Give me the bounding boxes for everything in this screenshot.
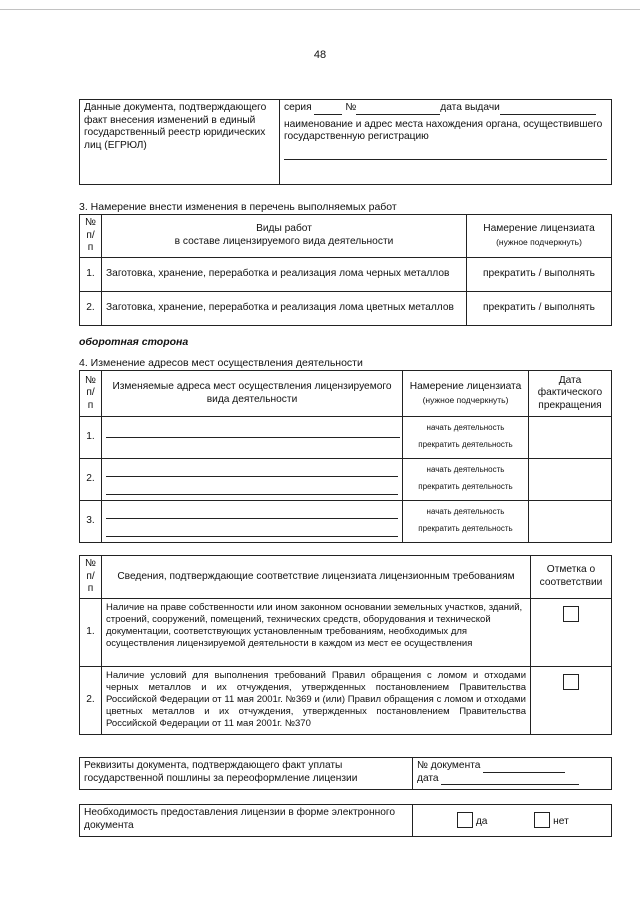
compliance-header-num: № п/п bbox=[80, 556, 102, 599]
issue-date-label: дата выдачи bbox=[440, 102, 500, 113]
compliance-checkbox[interactable] bbox=[563, 606, 579, 622]
date-field[interactable] bbox=[529, 459, 612, 501]
seria-field[interactable] bbox=[314, 103, 342, 115]
row-number: 1. bbox=[80, 598, 102, 666]
table-row bbox=[80, 598, 612, 666]
compliance-checkbox[interactable] bbox=[563, 674, 579, 690]
doc-number-field[interactable] bbox=[483, 761, 565, 773]
table-row bbox=[80, 501, 612, 543]
row-number: 2. bbox=[80, 459, 102, 501]
start-option[interactable]: начать деятельность bbox=[426, 465, 505, 474]
stop-option[interactable]: прекратить деятельность bbox=[418, 482, 513, 491]
row-number: 1. bbox=[80, 257, 102, 291]
electronic-description: Необходимость предоставления лицензии в форме электронного документа bbox=[80, 805, 413, 837]
page-number: 48 bbox=[313, 49, 327, 61]
addr-header-date: Дата фактического прекращения bbox=[529, 371, 612, 417]
fee-date-label: дата bbox=[417, 772, 439, 784]
requirement-text: Наличие условий для выполнения требований Правил обращения с ломом и отходами черных металлов и их отчуждения, утвержденных постановлением Правительства Российской Федерации от 11 мая 2001г. №369 и (или) Правил обращения с ломом и отходами цветных металлов и их отчуждения, утвержденных постановлением Правительства Российской Федерации от 11 мая 2001г. №370 bbox=[102, 666, 531, 734]
electronic-table bbox=[79, 804, 612, 837]
start-option[interactable]: начать деятельность bbox=[426, 507, 505, 516]
authority-field[interactable] bbox=[284, 150, 607, 160]
work-type: Заготовка, хранение, переработка и реализация лома черных металлов bbox=[102, 257, 467, 291]
address-field[interactable] bbox=[102, 417, 403, 459]
stop-option[interactable]: прекратить деятельность bbox=[418, 524, 513, 533]
electronic-options bbox=[413, 805, 612, 837]
works-header-title: Виды работ bbox=[256, 223, 312, 235]
section4-title: 4. Изменение адресов мест осуществления деятельности bbox=[79, 357, 363, 369]
address-field[interactable] bbox=[102, 459, 403, 501]
address-intent[interactable] bbox=[403, 501, 529, 543]
compliance-mark-cell bbox=[531, 666, 612, 734]
fee-date-field[interactable] bbox=[441, 773, 579, 785]
address-intent[interactable] bbox=[403, 459, 529, 501]
works-header-works bbox=[102, 215, 467, 258]
row-number: 2. bbox=[80, 291, 102, 325]
authority-label: наименование и адрес места нахождения органа, осуществившего государственную регистрацию bbox=[284, 118, 603, 142]
table-row bbox=[80, 417, 612, 459]
works-table bbox=[79, 214, 612, 326]
intent-choice[interactable]: прекратить / выполнять bbox=[467, 257, 612, 291]
addr-header-num: № п/п bbox=[80, 371, 102, 417]
row-number: 2. bbox=[80, 666, 102, 734]
addr-header-intent bbox=[403, 371, 529, 417]
works-header-num: № п/п bbox=[80, 215, 102, 258]
doc-number-label: № документа bbox=[417, 760, 481, 771]
date-field[interactable] bbox=[529, 501, 612, 543]
date-field[interactable] bbox=[529, 417, 612, 459]
seria-label: серия bbox=[284, 102, 312, 113]
row-number: 3. bbox=[80, 501, 102, 543]
work-type: Заготовка, хранение, переработка и реализация лома цветных металлов bbox=[102, 291, 467, 325]
table-row bbox=[80, 291, 612, 325]
table-row bbox=[80, 459, 612, 501]
works-intent-title: Намерение лицензиата bbox=[483, 223, 595, 235]
yes-label: да bbox=[475, 816, 488, 828]
addr-intent-title: Намерение лицензиата bbox=[409, 381, 522, 392]
reverse-side-label: оборотная сторона bbox=[79, 336, 189, 348]
addr-intent-sub: (нужное подчеркнуть) bbox=[422, 394, 509, 405]
no-label: нет bbox=[553, 816, 569, 828]
egrul-table bbox=[79, 99, 612, 185]
fee-fields bbox=[413, 758, 612, 790]
addr-header-addresses: Изменяемые адреса мест осуществления лицензируемого вида деятельности bbox=[102, 371, 403, 417]
address-field[interactable] bbox=[102, 501, 403, 543]
compliance-table bbox=[79, 555, 612, 735]
compliance-header-mark: Отметка о соответствии bbox=[531, 556, 612, 599]
compliance-header-info: Сведения, подтверждающие соответствие лицензиата лицензионным требованиям bbox=[102, 556, 531, 599]
start-option[interactable]: начать деятельность bbox=[426, 423, 505, 432]
no-checkbox[interactable] bbox=[534, 812, 550, 828]
yes-checkbox[interactable] bbox=[457, 812, 473, 828]
section3-title: 3. Намерение внести изменения в перечень выполняемых работ bbox=[79, 201, 397, 213]
top-rule bbox=[0, 9, 640, 10]
number-field[interactable] bbox=[356, 103, 440, 115]
stop-option[interactable]: прекратить деятельность bbox=[418, 440, 513, 449]
fee-table bbox=[79, 757, 612, 790]
requirement-text: Наличие на праве собственности или ином законном основании земельных участков, зданий, строений, сооружений, помещений, технических средств, оборудования и технической документации, соответствующих установленным требованиям, необходимых для осуществления лицензируемой деятельности в каждом из мест ее осуществления bbox=[102, 598, 531, 666]
table-row bbox=[80, 666, 612, 734]
addresses-table bbox=[79, 370, 612, 543]
works-header-intent bbox=[467, 215, 612, 258]
fee-description: Реквизиты документа, подтверждающего факт уплаты государственной пошлины за переоформление лицензии bbox=[80, 758, 413, 790]
address-intent[interactable] bbox=[403, 417, 529, 459]
egrul-fields bbox=[280, 100, 612, 185]
row-number: 1. bbox=[80, 417, 102, 459]
issue-date-field[interactable] bbox=[500, 103, 596, 115]
works-intent-sub: (нужное подчеркнуть) bbox=[496, 236, 582, 247]
table-row bbox=[80, 257, 612, 291]
intent-choice[interactable]: прекратить / выполнять bbox=[467, 291, 612, 325]
works-header-sub: в составе лицензируемого вида деятельности bbox=[174, 235, 394, 247]
number-label: № bbox=[345, 102, 357, 113]
compliance-mark-cell bbox=[531, 598, 612, 666]
egrul-description: Данные документа, подтверждающего факт внесения изменений в единый государственный реестр юридических лиц (ЕГРЮЛ) bbox=[80, 100, 280, 185]
